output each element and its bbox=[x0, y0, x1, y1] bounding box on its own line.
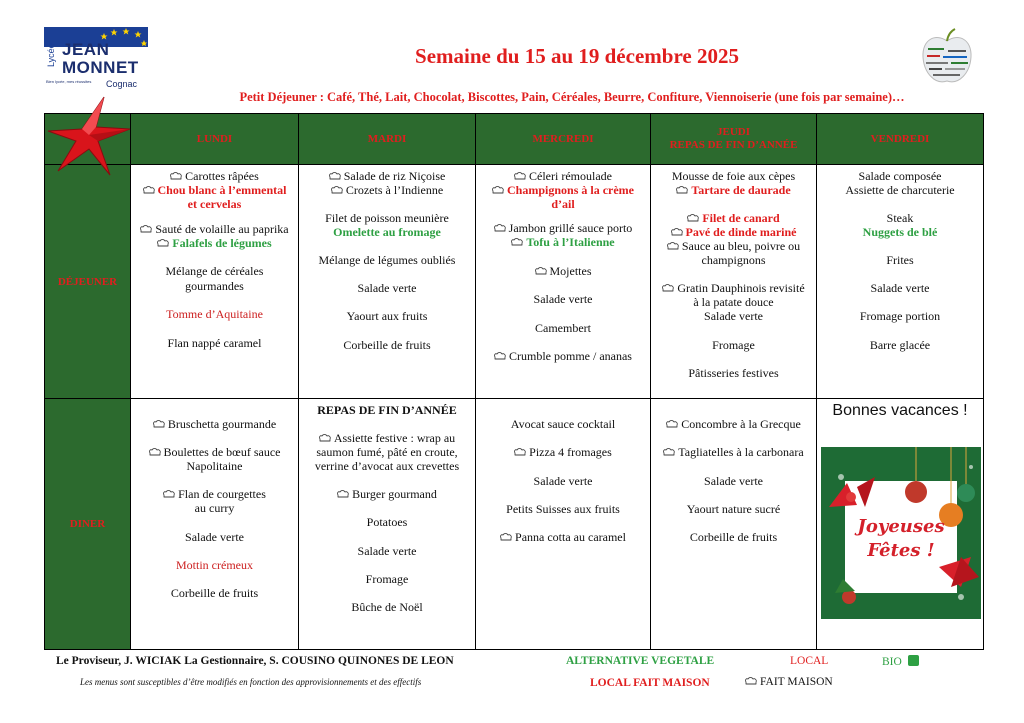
menu-item: Panna cotta au caramel bbox=[476, 530, 650, 544]
homemade-hat-icon bbox=[494, 224, 506, 233]
logo-tagline: Bien lycée, mes réussites bbox=[46, 79, 92, 84]
homemade-hat-icon bbox=[331, 186, 343, 195]
menu-item: Gratin Dauphinois revisité bbox=[651, 281, 816, 295]
menu-item: Céleri rémoulade bbox=[476, 169, 650, 183]
menu-item: Fromage bbox=[365, 572, 409, 586]
menu-item: Camembert bbox=[535, 321, 591, 335]
menu-item: Salade verte bbox=[533, 292, 593, 306]
homemade-hat-icon bbox=[329, 172, 341, 181]
homemade-hat-icon bbox=[170, 172, 182, 181]
menu-item: gourmandes bbox=[185, 279, 244, 293]
menu-item: Salade verte bbox=[704, 474, 763, 488]
dinner-lundi bbox=[131, 398, 299, 649]
menu-item: Sauce au bleu, poivre ou bbox=[651, 239, 816, 253]
homemade-hat-icon bbox=[676, 186, 688, 195]
menu-item: Corbeille de fruits bbox=[689, 530, 778, 544]
menu-item: Champignons à la crème bbox=[476, 183, 650, 197]
homemade-hat-icon bbox=[319, 434, 331, 443]
menu-item: Bûche de Noël bbox=[351, 600, 423, 614]
menu-item: Pavé de dinde mariné bbox=[651, 225, 816, 239]
disclaimer-note: Les menus sont susceptibles d’être modifiés en fonction des approvisionnements et des effectifs bbox=[80, 677, 422, 687]
homemade-hat-icon bbox=[494, 352, 506, 361]
menu-item: Mottin crémeux bbox=[176, 558, 253, 572]
homemade-hat-icon bbox=[337, 490, 349, 499]
menu-item: Corbeille de fruits bbox=[343, 338, 431, 352]
homemade-hat-icon bbox=[662, 284, 674, 293]
dinner-jeudi bbox=[651, 398, 817, 649]
menu-item: Salade composée bbox=[858, 169, 942, 183]
homemade-hat-icon bbox=[492, 186, 504, 195]
menu-item: Yaourt aux fruits bbox=[346, 309, 428, 323]
menu-item: Flan nappé caramel bbox=[167, 336, 262, 350]
menu-item: Avocat sauce cocktail bbox=[510, 417, 616, 431]
logo-side-text: Lycée bbox=[46, 43, 56, 67]
menu-item: Tartare de daurade bbox=[651, 183, 816, 197]
lunch-lundi bbox=[131, 164, 299, 398]
menu-item: champignons bbox=[701, 253, 766, 267]
logo-line-1: JEAN bbox=[62, 40, 110, 59]
menu-item: Nuggets de blé bbox=[862, 225, 938, 239]
menu-item: Concombre à la Grecque bbox=[651, 417, 816, 431]
menu-item: Crozets à l’Indienne bbox=[299, 183, 475, 197]
homemade-hat-icon bbox=[143, 186, 155, 195]
menu-item: d’ail bbox=[551, 197, 575, 211]
homemade-hat-icon bbox=[514, 172, 526, 181]
menu-item: Filet de poisson meunière bbox=[325, 211, 449, 225]
menu-item: Pâtisseries festives bbox=[688, 366, 779, 380]
menu-item: Potatoes bbox=[366, 515, 408, 529]
homemade-hat-icon bbox=[535, 267, 547, 276]
menu-item: Frites bbox=[886, 253, 914, 267]
homemade-hat-icon bbox=[511, 238, 523, 247]
day-header-mardi: MARDI bbox=[299, 114, 476, 164]
menu-item: Salade verte bbox=[357, 544, 417, 558]
menu-item: Mélange de céréales bbox=[165, 264, 264, 278]
day-header-jeudi: JEUDI REPAS DE FIN D’ANNÉE bbox=[651, 114, 817, 164]
menu-item: Mousse de foie aux cèpes bbox=[671, 169, 796, 183]
menu-item: Carottes râpées bbox=[131, 169, 298, 183]
legend-vegetarian: ALTERNATIVE VEGETALE bbox=[566, 655, 715, 667]
legend-local: LOCAL bbox=[790, 655, 829, 667]
menu-item: Salade verte bbox=[870, 281, 930, 295]
homemade-hat-icon bbox=[163, 490, 175, 499]
lunch-mardi bbox=[299, 164, 476, 398]
homemade-hat-icon bbox=[687, 214, 699, 223]
menu-item: Chou blanc à l’emmental bbox=[131, 183, 298, 197]
menu-item: Flan de courgettes bbox=[131, 487, 298, 501]
day-header-vendredi: VENDREDI bbox=[817, 114, 983, 164]
signatures: Le Proviseur, J. WICIAK La Gestionnaire, S. COUSINO QUINONES DE LEON bbox=[56, 655, 454, 667]
logo-city: Cognac bbox=[106, 79, 138, 89]
row-label-dinner: DINER bbox=[45, 398, 131, 649]
homemade-hat-icon bbox=[671, 228, 683, 237]
homemade-hat-icon bbox=[514, 448, 526, 457]
page-title: Semaine du 15 au 19 décembre 2025 bbox=[415, 44, 739, 68]
menu-item: Mojettes bbox=[476, 264, 650, 278]
apple-wordcloud-icon bbox=[918, 27, 976, 89]
homemade-hat-icon bbox=[153, 420, 165, 429]
menu-item: Fromage portion bbox=[859, 309, 941, 323]
menu-item: à la patate douce bbox=[693, 295, 774, 309]
legend-bio: BIO bbox=[882, 655, 919, 668]
menu-item: Sauté de volaille au paprika bbox=[131, 222, 298, 236]
menu-item: Salade verte bbox=[704, 309, 763, 323]
menu-item: Mélange de légumes oubliés bbox=[318, 253, 456, 267]
menu-item: Napolitaine bbox=[186, 459, 243, 473]
dinner-mardi bbox=[299, 398, 476, 649]
menu-item: Steak bbox=[886, 211, 914, 225]
homemade-hat-icon bbox=[666, 420, 678, 429]
menu-item: Yaourt nature sucré bbox=[686, 502, 781, 516]
legend-local-homemade: LOCAL FAIT MAISON bbox=[590, 677, 710, 689]
menu-item: et cervelas bbox=[187, 197, 242, 211]
homemade-hat-icon bbox=[667, 242, 679, 251]
menu-item: Omelette au fromage bbox=[333, 225, 441, 239]
menu-item: Falafels de légumes bbox=[131, 236, 298, 250]
menu-item: Tomme d’Aquitaine bbox=[166, 307, 263, 321]
logo-line-2: MONNET bbox=[62, 58, 139, 77]
menu-item: Salade de riz Niçoise bbox=[299, 169, 475, 183]
menu-item: Barre glacée bbox=[869, 338, 931, 352]
holiday-card bbox=[821, 447, 981, 619]
day-header-mercredi: MERCREDI bbox=[476, 114, 651, 164]
menu-item: Jambon grillé sauce porto bbox=[476, 221, 650, 235]
homemade-hat-icon bbox=[745, 677, 757, 686]
holiday-message: Bonnes vacances ! bbox=[832, 402, 968, 419]
lunch-jeudi bbox=[651, 164, 817, 398]
menu-item: Burger gourmand bbox=[299, 487, 475, 501]
menu-item: Crumble pomme / ananas bbox=[476, 349, 650, 363]
menu-item: Corbeille de fruits bbox=[170, 586, 259, 600]
legend-homemade: FAIT MAISON bbox=[745, 676, 833, 688]
menu-item: Salade verte bbox=[185, 530, 244, 544]
homemade-hat-icon bbox=[500, 533, 512, 542]
dinner-mercredi bbox=[476, 398, 651, 649]
menu-item: saumon fumé, pâté en croute, bbox=[316, 445, 458, 459]
menu-item: Tagliatelles à la carbonara bbox=[651, 445, 816, 459]
menu-item: Tofu à l’Italienne bbox=[476, 235, 650, 249]
row-label-lunch: DÉJEUNER bbox=[45, 164, 131, 398]
menu-item: Bruschetta gourmande bbox=[131, 417, 298, 431]
menu-item: Boulettes de bœuf sauce bbox=[131, 445, 298, 459]
homemade-hat-icon bbox=[663, 448, 675, 457]
menu-item: Filet de canard bbox=[651, 211, 816, 225]
menu-item: Assiette de charcuterie bbox=[845, 183, 955, 197]
school-logo bbox=[44, 27, 152, 91]
christmas-star-icon bbox=[46, 95, 132, 181]
menu-item: Pizza 4 fromages bbox=[476, 445, 650, 459]
lunch-mercredi bbox=[476, 164, 651, 398]
homemade-hat-icon bbox=[149, 448, 161, 457]
menu-item: Assiette festive : wrap au bbox=[299, 431, 475, 445]
menu-item: Petits Suisses aux fruits bbox=[506, 502, 620, 516]
menu-item: Salade verte bbox=[357, 281, 417, 295]
homemade-hat-icon bbox=[157, 239, 169, 248]
day-header-lundi: LUNDI bbox=[131, 114, 299, 164]
menu-item: Salade verte bbox=[533, 474, 593, 488]
breakfast-line: Petit Déjeuner : Café, Thé, Lait, Chocolat, Biscottes, Pain, Céréales, Beurre, Confiture, Viennoiserie (une fois par semaine)… bbox=[239, 90, 905, 104]
menu-item: REPAS DE FIN D’ANNÉE bbox=[317, 403, 457, 417]
menu-item: Fromage bbox=[712, 338, 755, 352]
menu-item: au curry bbox=[194, 501, 235, 515]
bio-leaf-icon bbox=[908, 655, 919, 666]
homemade-hat-icon bbox=[140, 225, 152, 234]
lunch-vendredi bbox=[817, 164, 983, 398]
card-greeting: Joyeuses Fêtes ! bbox=[857, 516, 945, 561]
menu-item: verrine d’avocat aux crevettes bbox=[314, 459, 460, 473]
